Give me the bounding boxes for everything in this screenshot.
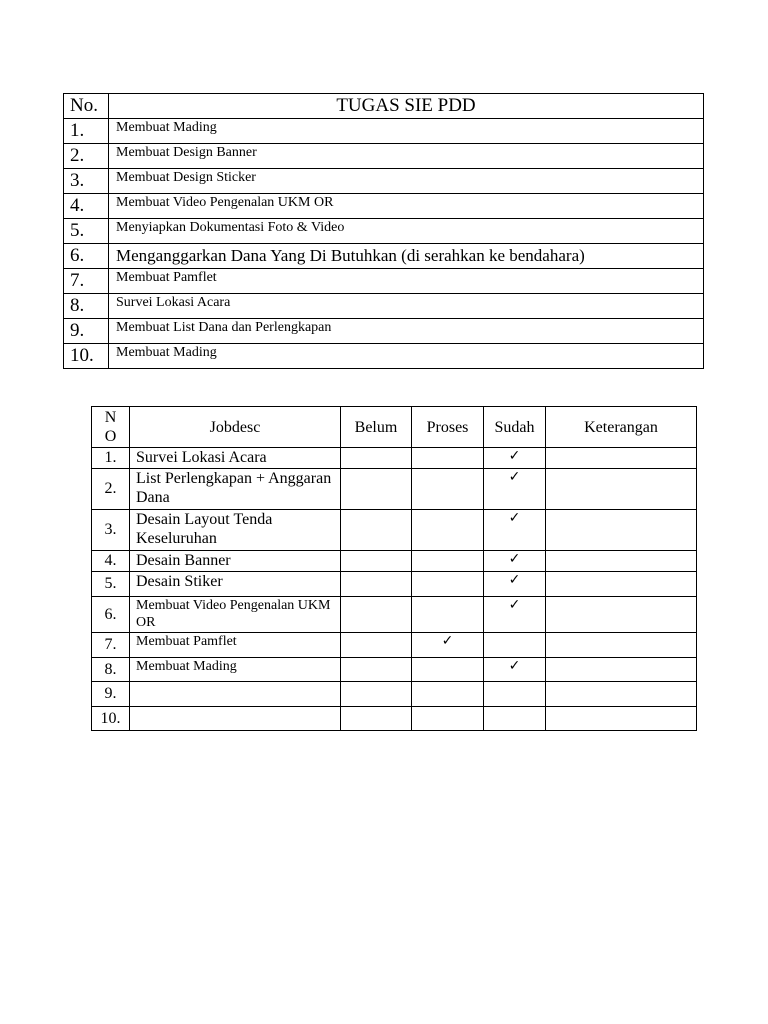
tugas-sie-pdd-table: [63, 93, 704, 369]
table1-row-number: 2.: [64, 144, 109, 169]
table2-header-no-line2: O: [104, 428, 117, 445]
table2-row-proses: [412, 510, 484, 551]
table2-row-proses: [412, 448, 484, 469]
table2-row-jobdesc: Desain Layout Tenda Keseluruhan: [130, 510, 341, 551]
table2-row-number: 10.: [92, 707, 130, 731]
table2-header-belum: Belum: [341, 407, 412, 448]
check-icon: ✓: [508, 572, 521, 588]
table2-row: [92, 597, 697, 633]
table2-row-number: 7.: [92, 633, 130, 658]
table1-row-task: Membuat Mading: [109, 344, 704, 369]
table1-row-number: 9.: [64, 319, 109, 344]
table2-row-jobdesc: Membuat Mading: [130, 658, 341, 682]
table2-row-jobdesc: [130, 682, 341, 707]
check-icon: ✓: [508, 448, 521, 464]
table2-header-no: [92, 407, 130, 448]
table1-row-number: 8.: [64, 294, 109, 319]
table2-row-proses: [412, 707, 484, 731]
table2-row-sudah: [484, 551, 546, 572]
table2-row-proses: [412, 658, 484, 682]
table1-row-number: 1.: [64, 119, 109, 144]
table2-row-belum: [341, 469, 412, 510]
table1-row: [64, 269, 704, 294]
table2-row-sudah: [484, 658, 546, 682]
table2-row-keterangan: [546, 551, 697, 572]
table1-row: [64, 244, 704, 269]
table1-row: [64, 169, 704, 194]
table2-row-number: 5.: [92, 572, 130, 597]
table2-row: [92, 551, 697, 572]
table2-row-number: 1.: [92, 448, 130, 469]
check-icon: ✓: [508, 469, 521, 485]
table2-header-keterangan: Keterangan: [546, 407, 697, 448]
table1-header-row: [64, 94, 704, 119]
table2-row-jobdesc: Desain Banner: [130, 551, 341, 572]
table1-row: [64, 219, 704, 244]
check-icon: ✓: [508, 597, 521, 613]
table2-row-keterangan: [546, 707, 697, 731]
table1-header-no: No.: [64, 94, 109, 119]
table2-header-row: [92, 407, 697, 448]
table2-row-proses: [412, 551, 484, 572]
check-icon: ✓: [441, 633, 454, 649]
table2-row-sudah: [484, 510, 546, 551]
table2-row-proses: [412, 469, 484, 510]
table2-row-jobdesc: List Perlengkapan + Anggaran Dana: [130, 469, 341, 510]
table1-row: [64, 119, 704, 144]
table2-row-proses: [412, 572, 484, 597]
table1-row-task: Membuat Pamflet: [109, 269, 704, 294]
table2-row-belum: [341, 597, 412, 633]
table1-row: [64, 294, 704, 319]
table1-row-task: Membuat Video Pengenalan UKM OR: [109, 194, 704, 219]
table2-row: [92, 682, 697, 707]
table1-row: [64, 319, 704, 344]
table2-row-keterangan: [546, 597, 697, 633]
jobdesc-status-table: [91, 406, 697, 731]
table2-row-belum: [341, 658, 412, 682]
table2-row-number: 3.: [92, 510, 130, 551]
table2-header-proses: Proses: [412, 407, 484, 448]
table2-row-sudah: [484, 572, 546, 597]
check-icon: ✓: [508, 551, 521, 567]
table1-row-task: Membuat Design Sticker: [109, 169, 704, 194]
table1-row-number: 5.: [64, 219, 109, 244]
table2-row-keterangan: [546, 469, 697, 510]
table2-row: [92, 510, 697, 551]
table2-row: [92, 448, 697, 469]
table2-row-belum: [341, 551, 412, 572]
table2-row-number: 9.: [92, 682, 130, 707]
table2-row-belum: [341, 572, 412, 597]
table2-row-belum: [341, 448, 412, 469]
table2-row-jobdesc: Membuat Pamflet: [130, 633, 341, 658]
table1-row: [64, 194, 704, 219]
table2-row-sudah: [484, 469, 546, 510]
table2-row-belum: [341, 707, 412, 731]
table1-row-task: Menyiapkan Dokumentasi Foto & Video: [109, 219, 704, 244]
table1-row-task: Menganggarkan Dana Yang Di Butuhkan (di serahkan ke bendahara): [109, 244, 704, 269]
table1-row-number: 4.: [64, 194, 109, 219]
table2-row-keterangan: [546, 572, 697, 597]
table2-row-proses: [412, 633, 484, 658]
table1-row-task: Membuat Mading: [109, 119, 704, 144]
table2-row-belum: [341, 682, 412, 707]
table2-row-number: 6.: [92, 597, 130, 633]
table2-row-keterangan: [546, 510, 697, 551]
table2-row-number: 2.: [92, 469, 130, 510]
table2-row: [92, 658, 697, 682]
table2-row-keterangan: [546, 682, 697, 707]
table2-row-sudah: [484, 633, 546, 658]
table1-title: TUGAS SIE PDD: [109, 94, 704, 119]
table2-row-keterangan: [546, 448, 697, 469]
table2-row: [92, 633, 697, 658]
table2-row-sudah: [484, 682, 546, 707]
table1-row-number: 3.: [64, 169, 109, 194]
table2-row-sudah: [484, 448, 546, 469]
table2-row-sudah: [484, 707, 546, 731]
table1-row: [64, 144, 704, 169]
table2-header-no-line1: N: [104, 409, 117, 426]
table2-header-sudah: Sudah: [484, 407, 546, 448]
table2-row-jobdesc: Survei Lokasi Acara: [130, 448, 341, 469]
table2-row-belum: [341, 510, 412, 551]
table2-row-keterangan: [546, 658, 697, 682]
table2-row: [92, 469, 697, 510]
table1-row-task: Membuat List Dana dan Perlengkapan: [109, 319, 704, 344]
table2-row: [92, 707, 697, 731]
table1-row-task: Membuat Design Banner: [109, 144, 704, 169]
check-icon: ✓: [508, 658, 521, 674]
table1-row-task: Survei Lokasi Acara: [109, 294, 704, 319]
table2-header-jobdesc: Jobdesc: [130, 407, 341, 448]
table2-row-proses: [412, 682, 484, 707]
table2-row-jobdesc: Membuat Video Pengenalan UKM OR: [130, 597, 341, 633]
table2-row-sudah: [484, 597, 546, 633]
table2-row-jobdesc: Desain Stiker: [130, 572, 341, 597]
table2-row-number: 4.: [92, 551, 130, 572]
table2-row-belum: [341, 633, 412, 658]
table2-row-keterangan: [546, 633, 697, 658]
table1-row-number: 7.: [64, 269, 109, 294]
table2-row: [92, 572, 697, 597]
table2-row-number: 8.: [92, 658, 130, 682]
table2-row-proses: [412, 597, 484, 633]
table1-row: [64, 344, 704, 369]
table1-row-number: 10.: [64, 344, 109, 369]
table2-row-jobdesc: [130, 707, 341, 731]
check-icon: ✓: [508, 510, 521, 526]
table1-row-number: 6.: [64, 244, 109, 269]
